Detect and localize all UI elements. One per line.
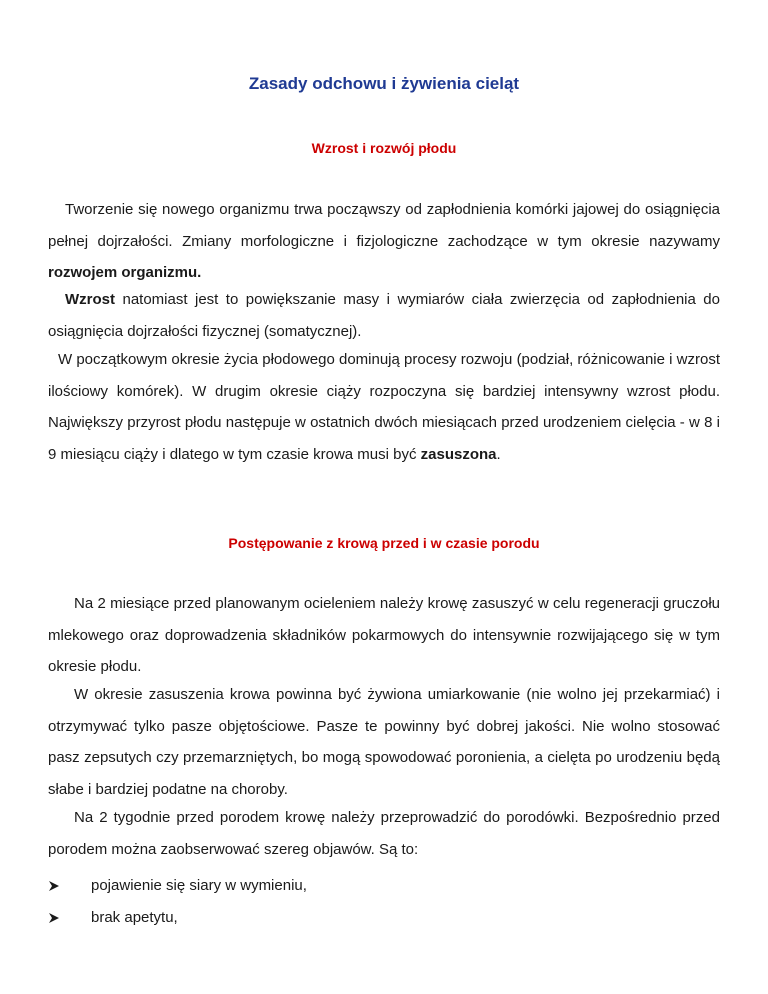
paragraph-fetal-periods	[48, 344, 720, 470]
paragraph-feeding-dry-period: W okresie zasuszenia krowa powinna być żywiona umiarkowanie (nie wolno jej przekarmiać) i otrzymywać tylko pasze objętościowe. Pasze te powinny być dobrej jakości. Nie wolno stosować pasz zepsutych czy przemarzniętych, bo mogą spowodować poronienia, a cielęta po urodzeniu będą słabe i bardziej podatne na choroby.	[48, 686, 720, 798]
bold-term-development: rozwojem organizmu.	[48, 264, 202, 281]
paragraph-dry-period: Na 2 miesiące przed planowanym ocieleniem należy krowę zasuszyć w celu regeneracji gruczołu mlekowego oraz doprowadzenia składników pokarmowych do intensywnie rozwijającego się w tym okresie płodu.	[48, 595, 720, 675]
paragraph-growth-definition	[48, 284, 720, 347]
list-item	[48, 870, 720, 902]
paragraph-text: Tworzenie się nowego organizmu trwa począwszy od zapłodnienia komórki jajowej do osiągnięcia pełnej dojrzałości. Zmiany morfologiczne i fizjologiczne zachodzące w tym okresie nazywamy	[48, 201, 720, 250]
paragraph-organism-development	[48, 194, 720, 289]
document-title: Zasady odchowu i żywienia cieląt	[248, 74, 520, 93]
list-item-text: pojawienie się siary w wymieniu,	[91, 877, 307, 894]
section-heading-calving: Postępowanie z krową przed i w czasie porodu	[228, 535, 540, 551]
arrow-bullet-icon	[48, 870, 68, 902]
paragraph-text: W początkowym okresie życia płodowego dominują procesy rozwoju (podział, różnicowanie i wzrost ilościowy komórek). W drugim okresie ciąży rozpoczyna się bardziej intensywny wzrost płodu. Największy przyrost płodu następuje w ostatnich dwóch miesiącach przed urodzeniem cielęcia - w 8 i 9 miesiącu ciąży i dlatego w tym czasie krowa musi być	[48, 351, 720, 463]
list-item-text: brak apetytu,	[91, 909, 178, 926]
arrow-bullet-icon	[48, 902, 68, 934]
paragraph-maternity-pen: Na 2 tygodnie przed porodem krowę należy przeprowadzić do porodówki. Bezpośrednio przed porodem można zaobserwować szereg objawów. Są to:	[48, 809, 720, 858]
list-item	[48, 902, 720, 934]
symptoms-list	[48, 870, 720, 934]
paragraph-end: .	[496, 445, 501, 463]
section-heading-growth: Wzrost i rozwój płodu	[311, 140, 457, 156]
paragraph-text: natomiast jest to powiększanie masy i wymiarów ciała zwierzęcia od zapłodnienia do osiągnięcia dojrzałości fizycznej (somatycznej).	[48, 291, 720, 340]
bold-term-growth: Wzrost	[65, 291, 115, 308]
bold-term-dry-off: zasuszona	[420, 445, 497, 463]
